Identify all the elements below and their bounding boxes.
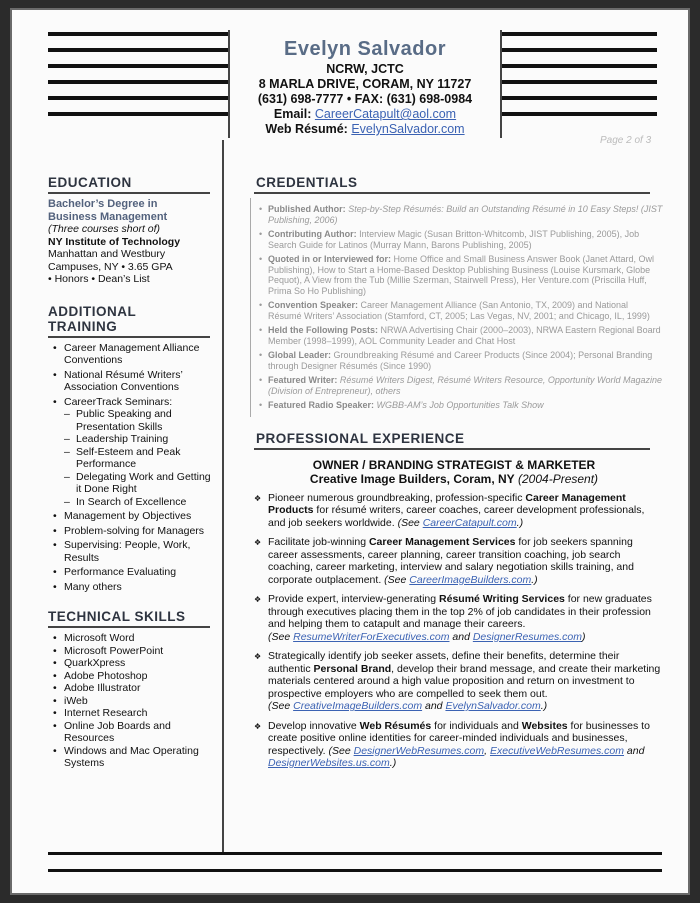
careercatapult-link[interactable]: CareerCatapult.com <box>422 516 517 529</box>
school-location-1: Manhattan and Westbury <box>48 248 166 260</box>
credential-label: Featured Radio Speaker: <box>268 400 375 410</box>
list-item: • Management by Objectives <box>48 510 218 523</box>
credential-entry <box>268 254 664 296</box>
list-item <box>244 593 664 643</box>
credential-label: Featured Writer: <box>268 375 338 385</box>
phone-fax: (631) 698-7777 • FAX: (631) 698-0984 <box>257 92 473 106</box>
bullet-bold: Career Management Products <box>268 491 626 516</box>
web-link[interactable]: EvelynSalvador.com <box>351 122 465 136</box>
contact-header <box>228 30 502 138</box>
credential-text: Step-by-Step Résumés: Build an Outstanding Résumé in 10 Easy Steps! (JIST Publishing, 2006) <box>268 204 663 225</box>
designerwebresumes-link[interactable]: DesignerWebResumes.com <box>353 744 485 757</box>
credential-entry <box>268 350 664 371</box>
list-item: • Microsoft PowerPoint <box>48 645 218 658</box>
see-prefix: (See <box>268 700 294 712</box>
list-item <box>48 396 218 509</box>
see-and: and <box>624 744 645 757</box>
degree-line-2: Business Management <box>48 210 168 223</box>
see-prefix: (See <box>384 573 410 586</box>
training-heading-1: ADDITIONAL <box>48 303 137 319</box>
bullet-text: Develop innovative <box>268 719 360 732</box>
technical-rule <box>48 626 210 628</box>
sub-item: – Self-Esteem and Peak Performance <box>64 446 218 471</box>
address: 8 MARLA DRIVE, CORAM, NY 11727 <box>258 77 472 91</box>
list-item: • Online Job Boards and Resources <box>48 720 218 745</box>
email-line <box>230 107 500 121</box>
job-dates: (2004-Present) <box>518 471 599 486</box>
see-suffix: .) <box>389 757 397 769</box>
designerresumes-link[interactable]: DesignerResumes.com <box>472 630 582 643</box>
credential-label: Quoted in or Interviewed for: <box>268 254 392 264</box>
credential-entry <box>268 375 664 396</box>
credential-text: Home Office and Small Business Answer Book (Janet Attard, Owl Publishing), How to Start a Home-Based Desktop Publishing Business (Louise Kursmark, Globe Pequot), A View from the Tub (Millie Szerman, Stairwell Press), Her Venture.com (Priscilla Huff, Prima So Ho Publishing) <box>268 254 654 296</box>
experience-bullets <box>244 492 664 770</box>
school-location-2: Campuses, NY • 3.65 GPA <box>48 260 173 273</box>
credential-label: Published Author: <box>268 204 346 214</box>
credential-text: Career Management Alliance (San Antonio, TX, 2009) and National Résumé Writers’ Association (Stamford, CT, 2005; Las Vegas, NV, 2001; and Chicago, IL, 1999) <box>268 300 650 321</box>
honors: • Honors • Dean’s List <box>48 273 150 285</box>
seminar-sublist <box>64 408 218 508</box>
list-item: • Many others <box>48 581 218 594</box>
web-line <box>230 122 500 136</box>
see-suffix: .) <box>516 516 524 529</box>
job-company-line <box>244 472 664 486</box>
evelynsalvador-link[interactable]: EvelynSalvador.com <box>445 700 541 712</box>
bullet-text: Pioneer numerous groundbreaking, profession-specific <box>268 491 526 504</box>
education-heading: EDUCATION <box>48 175 132 190</box>
list-item <box>244 536 664 586</box>
credentials-heading: CREDENTIALS <box>256 175 358 190</box>
resumewriter-link[interactable]: ResumeWriterForExecutives.com <box>293 630 450 643</box>
left-column <box>48 175 218 770</box>
credential-entry <box>268 229 664 250</box>
see-suffix: ) <box>581 630 586 643</box>
credential-entry <box>268 400 664 411</box>
list-item: • QuarkXpress <box>48 657 218 670</box>
see-and: and <box>449 630 473 643</box>
column-divider <box>222 140 224 852</box>
see-note <box>398 517 524 529</box>
credential-label: Held the Following Posts: <box>268 325 378 335</box>
list-item: • iWeb <box>48 695 218 708</box>
see-note <box>268 700 547 712</box>
footer-rule-bottom <box>48 869 662 872</box>
bullet-text: Facilitate job-winning <box>268 536 369 548</box>
list-item <box>244 650 664 713</box>
list-item: • Career Management Alliance Conventions <box>48 342 218 367</box>
bullet-bold: Personal Brand <box>313 662 392 675</box>
technical-heading: TECHNICAL SKILLS <box>48 609 186 624</box>
header-stripes-left <box>48 32 228 132</box>
credential-text: NRWA Advertising Chair (2000–2003), NRWA Eastern Regional Board Member (1998–1999), AOL Community Leader and Chat Host <box>268 325 661 346</box>
company-name: Creative Image Builders, Coram, NY <box>309 471 515 486</box>
see-prefix: (See <box>397 516 423 529</box>
sub-item: – In Search of Excellence <box>64 496 218 509</box>
footer-rule-top <box>48 852 662 855</box>
see-and: and <box>422 700 446 712</box>
see-prefix: (See <box>268 630 294 643</box>
see-note <box>384 574 538 586</box>
creativeimagebuilders-link[interactable]: CreativeImageBuilders.com <box>293 700 423 712</box>
designerwebsites-link[interactable]: DesignerWebsites.us.com <box>268 757 390 769</box>
list-item: • Problem-solving for Managers <box>48 525 218 538</box>
bullet-text: for job seekers spanning career assessments, career planning, career transition coaching, job search coaching, career marketing, interview and salary negotiation skills training, and corporate outplacement. <box>268 536 634 586</box>
bullet-text: for résumé writers, career coaches, career development professionals, and job seekers worldwide. <box>268 504 645 529</box>
credentials-rule <box>254 192 650 194</box>
candidate-credentials: NCRW, JCTC <box>326 62 404 76</box>
list-item: • National Résumé Writers’ Association Conventions <box>48 369 218 394</box>
credential-text: Groundbreaking Résumé and Career Products (Since 2004); Personal Branding through Designer Résumés (Since 1990) <box>268 350 653 371</box>
see-suffix: .) <box>531 573 538 586</box>
right-column <box>244 175 664 777</box>
experience-rule <box>254 448 650 450</box>
credential-label: Convention Speaker: <box>268 300 359 310</box>
job-title: OWNER / BRANDING STRATEGIST & MARKETER <box>312 457 596 472</box>
page-number: Page 2 of 3 <box>600 135 652 146</box>
header-stripes-right <box>502 32 657 132</box>
email-link[interactable]: CareerCatapult@aol.com <box>314 107 457 121</box>
list-item-label: CareerTrack Seminars: <box>64 395 173 408</box>
sub-item: – Delegating Work and Getting it Done Right <box>64 471 218 496</box>
education-rule <box>48 192 210 194</box>
experience-heading: PROFESSIONAL EXPERIENCE <box>256 430 465 446</box>
bullet-bold: Résumé Writing Services <box>439 593 565 605</box>
bullet-text: , develop their brand message, and create their marketing materials centered around a high value proposition and return on investment to prospective employers who are compelled to seek them out. <box>268 662 661 700</box>
resume-page-frame <box>10 8 690 895</box>
technical-list <box>48 632 218 770</box>
list-item <box>244 492 664 530</box>
degree-note: (Three courses short of) <box>48 223 161 235</box>
bullet-text: Provide expert, interview-generating <box>268 593 440 605</box>
credential-label: Global Leader: <box>268 350 332 360</box>
credential-text: WGBB-AM’s Job Opportunities Talk Show <box>376 400 544 410</box>
list-item <box>244 720 664 770</box>
bullet-bold: Websites <box>521 719 568 732</box>
resume-page <box>12 10 688 893</box>
bullet-bold: Web Résumés <box>359 719 432 732</box>
web-label: Web Résumé: <box>265 122 348 136</box>
credential-text: Interview Magic (Susan Britton-Whitcomb, JIST Publishing, 2005), Job Search Guide for Latinos (Murray Mann, Barons Publishing, 2005) <box>268 229 640 250</box>
training-heading-2: TRAINING <box>48 318 118 334</box>
list-item: • Adobe Photoshop <box>48 670 218 683</box>
credentials-list <box>250 198 664 417</box>
credential-text: Résumé Writers Digest, Résumé Writers Resource, Opportunity World Magazine (Division of Entrepreneur), others <box>268 375 662 396</box>
training-list <box>48 342 218 594</box>
credential-entry <box>268 325 664 346</box>
degree-line-1: Bachelor’s Degree in <box>48 198 158 210</box>
training-rule <box>48 336 210 338</box>
school-name: NY Institute of Technology <box>48 235 181 248</box>
candidate-name: Evelyn Salvador <box>283 38 447 60</box>
see-suffix: .) <box>540 700 548 712</box>
sub-item: – Public Speaking and Presentation Skills <box>64 408 218 433</box>
email-label: Email: <box>273 107 312 121</box>
see-prefix: (See <box>328 744 354 757</box>
careerimagebuilders-link[interactable]: CareerImageBuilders.com <box>409 573 532 586</box>
bullet-text: for individuals and <box>431 719 522 732</box>
bullet-text: for businesses to create positive online identities for career-minded individuals and businesses, respectively. <box>268 719 650 757</box>
executivewebresumes-link[interactable]: ExecutiveWebResumes.com <box>489 744 625 757</box>
list-item: • Internet Research <box>48 707 218 720</box>
bullet-bold: Career Management Services <box>368 536 516 548</box>
list-item: • Supervising: People, Work, Results <box>48 539 218 564</box>
bullet-text: for new graduates through executives placing them in the top 2% of job candidates in their profession and helping them to catapult and manage their careers. <box>268 593 652 630</box>
list-item: • Windows and Mac Operating Systems <box>48 745 218 770</box>
sub-item: – Leadership Training <box>64 433 218 446</box>
see-comma: , <box>484 744 490 757</box>
list-item: • Performance Evaluating <box>48 566 218 579</box>
credential-entry <box>268 204 664 225</box>
credential-label: Contributing Author: <box>268 229 357 239</box>
see-note <box>268 631 585 643</box>
list-item: • Microsoft Word <box>48 632 218 645</box>
credential-entry <box>268 300 664 321</box>
list-item: • Adobe Illustrator <box>48 682 218 695</box>
bullet-text: Strategically identify job seeker assets, define their benefits, determine their authentic <box>268 650 620 675</box>
